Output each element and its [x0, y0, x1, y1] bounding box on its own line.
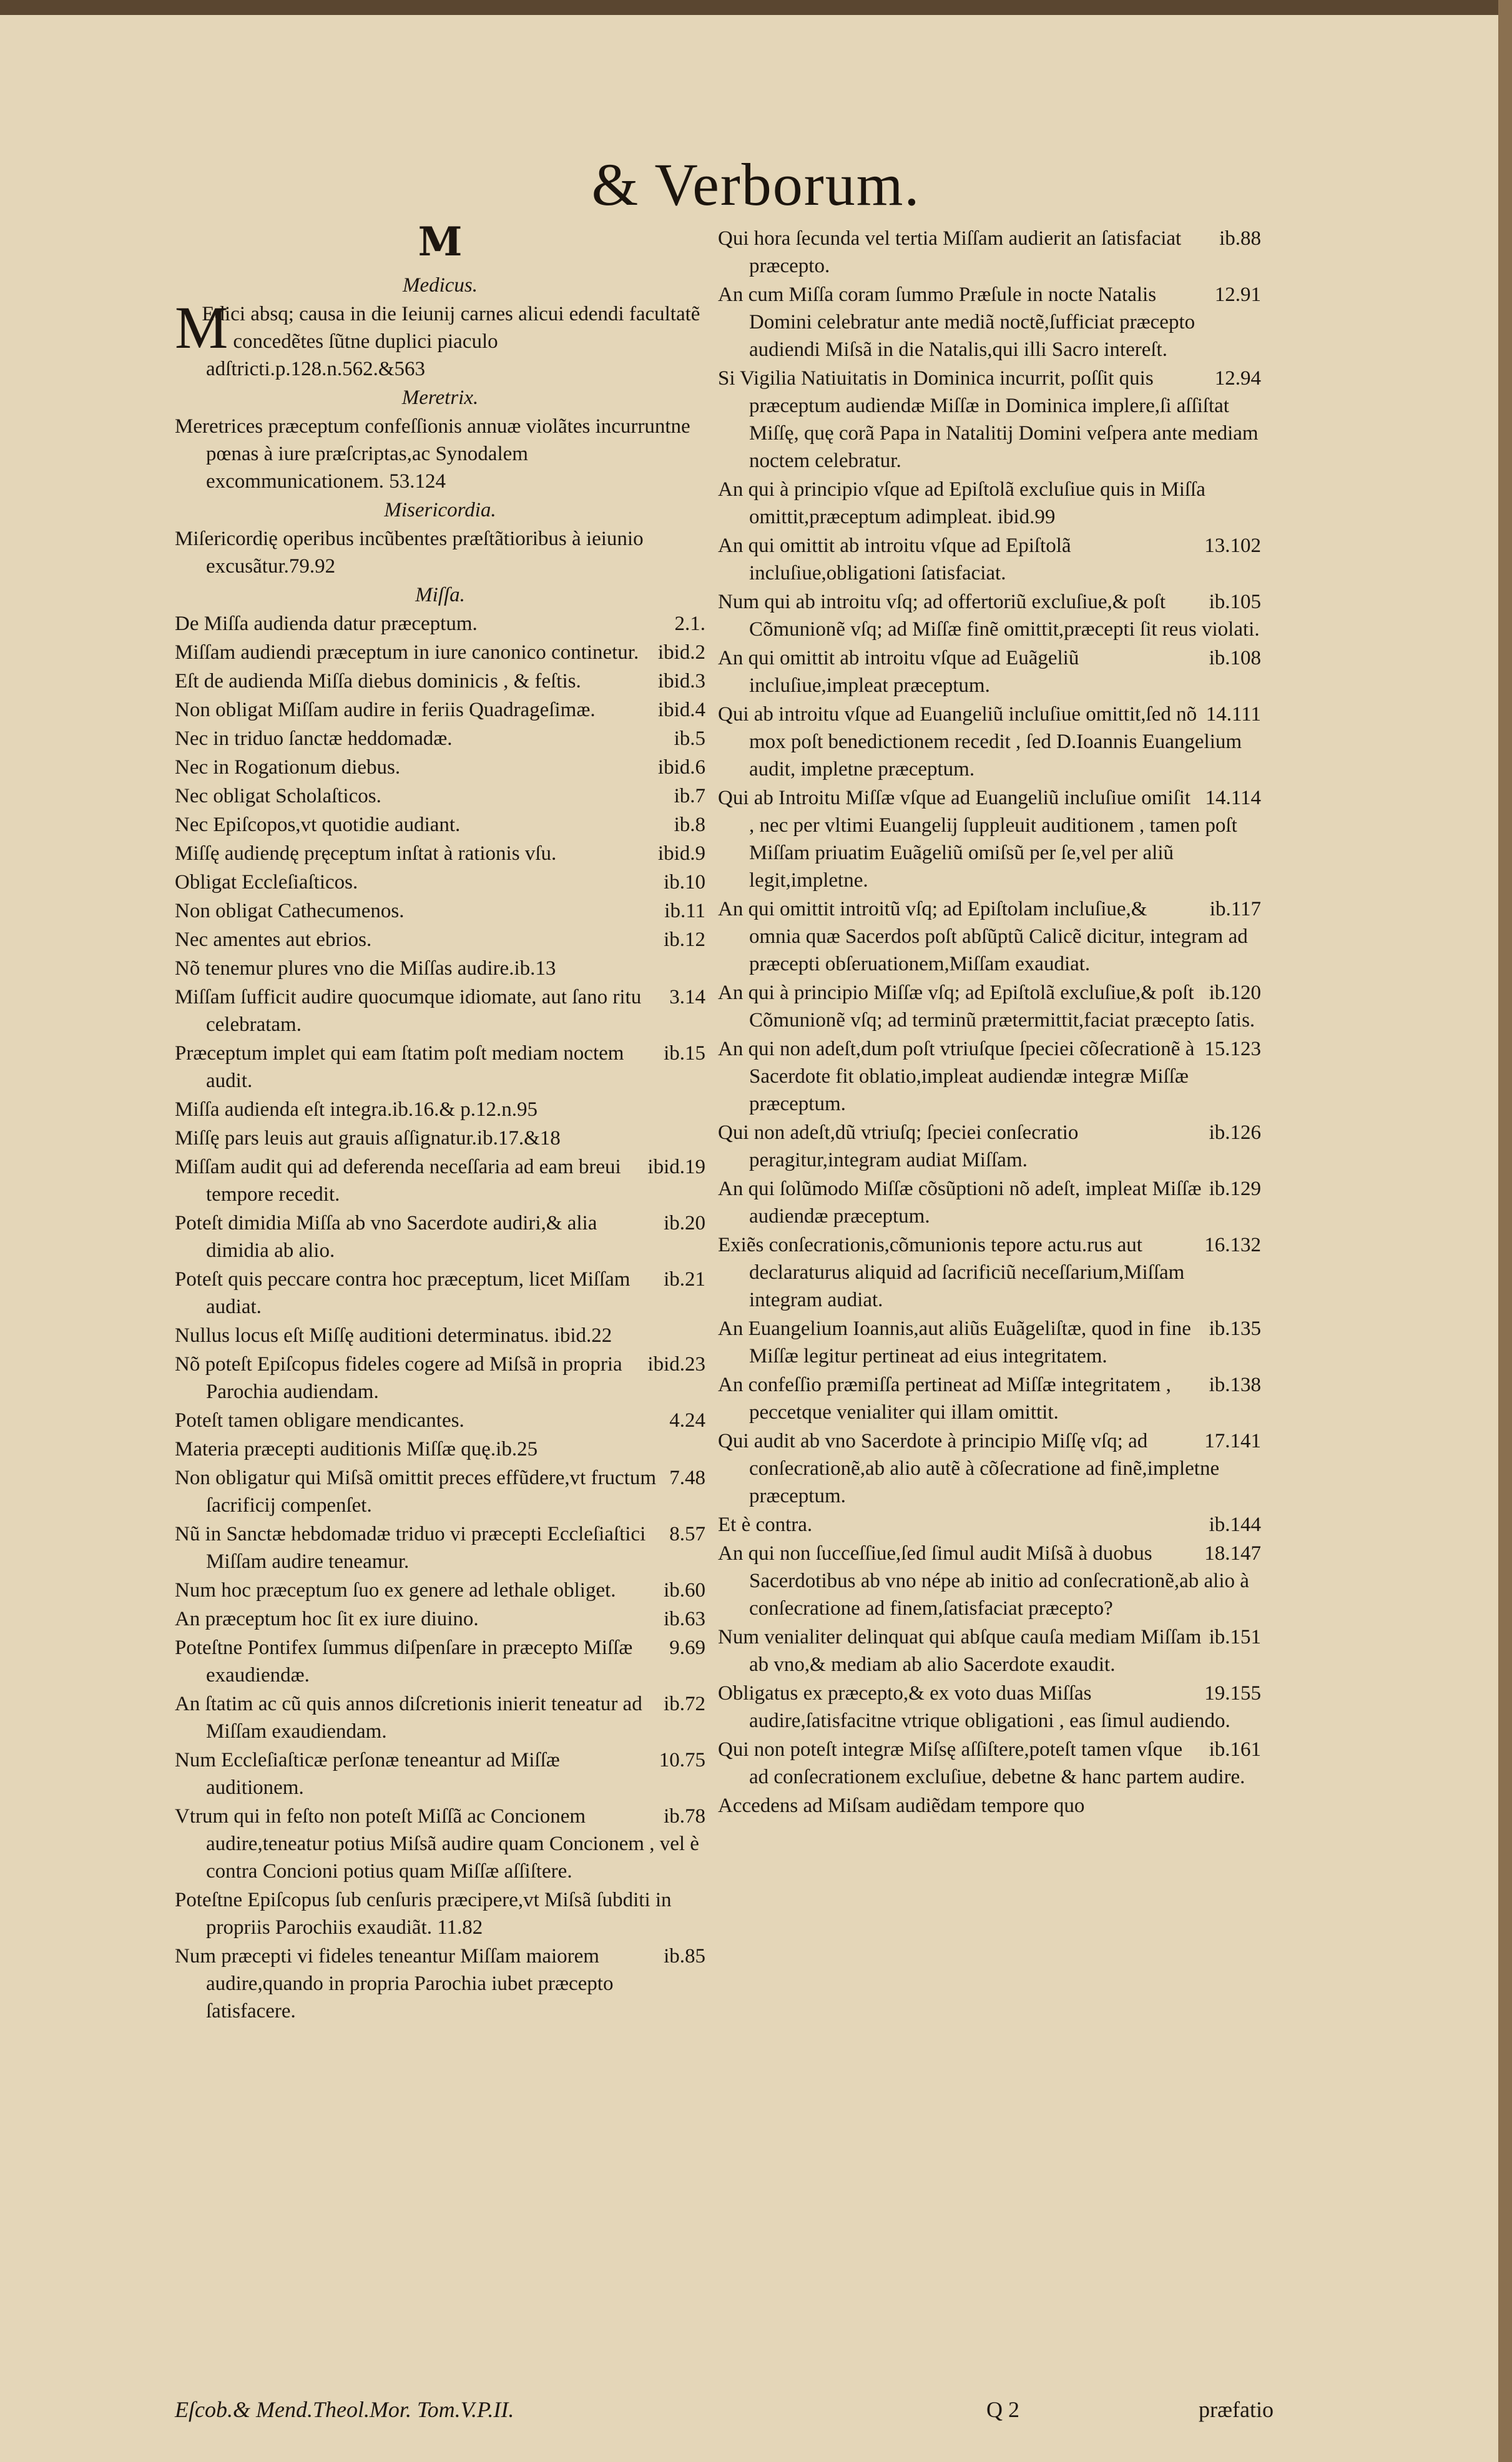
entry-reference: 9.69: [669, 1637, 705, 1659]
entry-text: Nullus locus eſt Miſſę auditioni determinatus. ibid.22: [175, 1324, 612, 1347]
entry-reference: ib.63: [664, 1608, 705, 1630]
entry-reference: 17.141: [1204, 1430, 1261, 1452]
entry-text: Poteſt quis peccare contra hoc præceptum, licet Miſſam audiat.: [175, 1268, 631, 1318]
index-entry: [175, 840, 705, 867]
index-entry: [718, 644, 1261, 699]
entry-text: Et è contra.: [718, 1514, 813, 1536]
entry-reference: ibid.3: [657, 670, 705, 692]
entry-reference: ib.129: [1209, 1178, 1261, 1200]
index-entry: [718, 476, 1261, 531]
drop-capital: M: [175, 294, 228, 361]
entry-text: Eſt de audienda Miſſa diebus dominicis , & feſtis.: [175, 670, 581, 692]
entry-text: Poteſt dimidia Miſſa ab vno Sacerdote audiri,& alia dimidia ab alio.: [175, 1212, 597, 1262]
entry-text: Miſſa audienda eſt integra.ib.16.& p.12.n.95: [175, 1098, 538, 1121]
index-entry: [175, 897, 705, 925]
entry-reference: ib.105: [1209, 591, 1261, 613]
index-entry: [175, 1040, 705, 1095]
index-entry: [718, 281, 1261, 363]
entry-reference: ib.21: [664, 1268, 705, 1291]
entry-reference: ib.88: [1219, 227, 1261, 250]
entry-reference: 10.75: [659, 1749, 705, 1771]
running-header: & Verborum.: [591, 151, 921, 218]
entry-text: An qui omittit ab introitu vſque ad Euãgeliũ incluſiue,impleat præceptum.: [718, 647, 1079, 697]
entry-text: Nec in Rogationum diebus.: [175, 756, 401, 779]
entry-reference: ib.151: [1209, 1626, 1261, 1648]
entry-text: An præceptum hoc ſit ex iure diuino.: [175, 1608, 479, 1630]
entry-reference: ibid.2: [657, 641, 705, 664]
index-entry: [175, 869, 705, 896]
catchword: præfatio: [1199, 2397, 1274, 2422]
entry-text: Qui non poteſt integræ Miſsę aſſiſtere,poteſt tamen vſque ad conſecrationem excluſiue, debetne & hanc partem audire.: [718, 1738, 1245, 1788]
entry-text: Non obligat Cathecumenos.: [175, 900, 405, 922]
index-entry: [718, 1511, 1261, 1539]
entry-text: An qui non ſucceſſiue,ſed ſimul audit Miſsã à duobus Sacerdotibus ab vno népe ab initio ad conſecrationẽ,ab alio à conſecratione ad finem,ſatisfaciat præcepto?: [718, 1542, 1249, 1620]
index-entry: [718, 701, 1261, 783]
entry-text: Miſericordię operibus incũbentes præſtãtioribus à ieiunio excusãtur.79.92: [175, 528, 644, 578]
entry-text: An qui non adeſt,dum poſt vtriuſque ſpeciei cõſecrationẽ à Sacerdote fit oblatio,impleat audiendæ integræ Miſſæ præceptum.: [718, 1038, 1195, 1115]
entry-reference: ib.126: [1209, 1121, 1261, 1144]
entry-reference: ibid.9: [657, 842, 705, 865]
entry-text: Qui ab Introitu Miſſæ vſque ad Euangeliũ incluſiue omiſit , nec per vltimi Euangelij ſuppleuit auditionem , tamen poſt Miſſam priuatim Euãgeliũ omiſsũ per ſe,vel per aliũ legit,impletne.: [718, 787, 1237, 892]
index-entry: [718, 1680, 1261, 1735]
entry-text: Accedens ad Miſsam audiẽdam tempore quo: [718, 1795, 1085, 1817]
entry-reference: ibid.6: [657, 756, 705, 779]
entry-text: An Euangelium Ioannis,aut aliũs Euãgeliſtæ, quod in fine Miſſæ legitur pertineat ad eius integritatem.: [718, 1317, 1191, 1367]
index-entry: [175, 1125, 705, 1152]
entry-reference: ib.138: [1209, 1374, 1261, 1396]
entry-reference: ib.108: [1209, 647, 1261, 669]
entry-reference: ib.72: [664, 1693, 705, 1715]
entry-reference: 16.132: [1204, 1234, 1261, 1256]
index-entry: [175, 926, 705, 953]
entry-reference: ibid.4: [657, 699, 705, 721]
entry-text: Nec amentes aut ebrios.: [175, 928, 372, 951]
entry-reference: ib.60: [664, 1579, 705, 1602]
index-entry: [175, 1886, 705, 1941]
entry-reference: ib.12: [664, 928, 705, 951]
entry-reference: ib.120: [1209, 982, 1261, 1004]
entry-text: Qui non adeſt,dũ vtriuſq; ſpeciei conſecratio peragitur,integram audiat Miſſam.: [718, 1121, 1079, 1171]
entry-text: Exiẽs conſecrationis,cõmunionis tepore actu.rus aut declaraturus aliquid ad ſacrificiũ neceſſarium,Miſſam integram audiat.: [718, 1234, 1185, 1311]
right-column: [718, 225, 1261, 1821]
entry-text: Nec Epiſcopos,vt quotidie audiant.: [175, 814, 461, 836]
index-entry: [175, 1634, 705, 1689]
index-entry: [175, 725, 705, 752]
entry-text: Vtrum qui in feſto non poteſt Miſſã ac Concionem audire,teneatur potius Miſsã audire quam Concionem , vel è contra Concioni potius quam Miſſæ aſſiſtere.: [175, 1805, 699, 1883]
index-entry: [718, 225, 1261, 280]
index-entry: [718, 1175, 1261, 1230]
index-entry: [718, 1119, 1261, 1174]
index-entry: [175, 754, 705, 781]
index-entry: [175, 413, 705, 495]
entry-text: An confeſſio præmiſſa pertineat ad Miſſæ integritatem , peccetque venialiter qui illam omittit.: [718, 1374, 1171, 1424]
entry-reference: ib.144: [1209, 1514, 1261, 1536]
entry-reference: ib.85: [664, 1945, 705, 1967]
index-entry: [175, 1746, 705, 1801]
entry-text: Nec in triduo ſanctæ heddomadæ.: [175, 727, 453, 750]
entry-reference: 7.48: [669, 1467, 705, 1489]
entry-reference: ib.5: [674, 727, 705, 750]
entry-text: An qui omittit ab introitu vſque ad Epiſtolã incluſiue,obligationi ſatisfaciat.: [718, 534, 1071, 584]
index-entry: [175, 696, 705, 724]
index-entry: [175, 610, 705, 638]
index-entry: [718, 532, 1261, 587]
entry-reference: ib.15: [664, 1042, 705, 1065]
index-entry: [718, 1540, 1261, 1622]
entry-text: Poteſtne Epiſcopus ſub cenſuris præcipere,vt Miſsã ſubditi in propriis Parochiis exaudiãt. 11.82: [175, 1889, 672, 1939]
entry-text: An qui à principio Miſſæ vſq; ad Epiſtolã excluſiue,& poſt Cõmunionẽ vſq; ad terminũ prætermittit,faciat præcepto ſatis.: [718, 982, 1255, 1032]
index-entry: [718, 1792, 1261, 1819]
entry-text: An qui à principio vſque ad Epiſtolã excluſiue quis in Miſſa omittit,præceptum adimpleat. ibid.99: [718, 478, 1205, 528]
entry-text: Materia præcepti auditionis Miſſæ quę.ib.25: [175, 1438, 538, 1460]
index-entry: [175, 811, 705, 839]
entry-text: Miſſę pars leuis aut grauis aſſignatur.ib.17.&18: [175, 1127, 561, 1150]
entry-text: Poteſt tamen obligare mendicantes.: [175, 1409, 464, 1432]
entry-text: Præceptum implet qui eam ſtatim poſt mediam noctem audit.: [175, 1042, 624, 1092]
entry-text: Edici absq; causa in die Ieiunij carnes alicui edendi facultatẽ concedẽtes ſũtne duplici piaculo adſtricti.p.128.n.562.&563: [202, 303, 700, 380]
entry-reference: 14.114: [1205, 787, 1261, 809]
index-entry: [175, 1153, 705, 1208]
entry-reference: 8.57: [669, 1523, 705, 1545]
entry-reference: ib.161: [1209, 1738, 1261, 1761]
index-entry: [175, 1577, 705, 1604]
entry-reference: 2.1.: [674, 613, 705, 635]
index-entry: [175, 955, 705, 982]
index-entry: [175, 1943, 705, 2025]
entry-text: Qui ab introitu vſque ad Euangeliũ incluſiue omittit,ſed nõ mox poſt benedictionem recedit , ſed D.Ioannis Euangelium audit, impletne præceptum.: [718, 703, 1242, 780]
index-entry: [718, 1427, 1261, 1510]
entry-reference: 12.91: [1214, 283, 1261, 306]
entry-text: Poteſtne Pontifex ſummus diſpenſare in præcepto Miſſæ exaudiendæ.: [175, 1637, 633, 1686]
index-entry: [718, 1231, 1261, 1314]
index-heading: Misericordia.: [384, 499, 496, 521]
index-entry: [175, 1351, 705, 1406]
entry-text: An qui omittit introitũ vſq; ad Epiſtolam incluſiue,& omnia quæ Sacerdos poſt abſũptũ Calicẽ dicitur, integram ad præcepti obſeruationem,Miſſam exaudiat.: [718, 898, 1248, 975]
entry-reference: ibid.19: [647, 1156, 705, 1178]
entry-text: Nũ in Sanctæ hebdomadæ triduo vi præcepti Eccleſiaſtici Miſſam audire teneamur.: [175, 1523, 646, 1573]
entry-reference: ib.10: [664, 871, 705, 894]
entry-text: Qui audit ab vno Sacerdote à principio Miſſę vſq; ad conſecrationẽ,ab alio autẽ à cõſecratione ad finẽ,impletne præceptum.: [718, 1430, 1220, 1507]
entry-text: An ſtatim ac cũ quis annos diſcretionis inierit teneatur ad Miſſam exaudiendam.: [175, 1693, 642, 1743]
entry-text: Num hoc præceptum ſuo ex genere ad lethale obliget.: [175, 1579, 616, 1602]
index-heading: Miſſa.: [415, 584, 465, 606]
index-entry: [718, 365, 1261, 475]
index-entry: [175, 1266, 705, 1321]
entry-text: Num venialiter delinquat qui abſque cauſa mediam Miſſam ab vno,& mediam ab alio Sacerdote exaudit.: [718, 1626, 1202, 1676]
index-entry: [175, 983, 705, 1038]
index-entry: [718, 784, 1261, 894]
entry-reference: 14.111: [1205, 703, 1261, 726]
entry-reference: ib.20: [664, 1212, 705, 1234]
index-entry: [175, 1803, 705, 1885]
entry-text: Miſſam ſufficit audire quocumque idiomate, aut ſano ritu celebratam.: [175, 986, 642, 1036]
footer-signature: Eſcob.& Mend.Theol.Mor. Tom.V.P.II.: [175, 2397, 514, 2422]
entry-reference: 18.147: [1204, 1542, 1261, 1565]
index-entry: [175, 639, 705, 666]
entry-reference: 13.102: [1204, 534, 1261, 557]
entry-reference: ib.135: [1209, 1317, 1261, 1340]
entry-reference: 15.123: [1204, 1038, 1261, 1060]
entry-reference: ibid.23: [647, 1353, 705, 1376]
entry-text: Num qui ab introitu vſq; ad offertoriũ excluſiue,& poſt Cõmunionẽ vſq; ad Miſſæ finẽ omittit,præcepti ſit reus violati.: [718, 591, 1260, 641]
index-entry: [175, 1096, 705, 1123]
index-entry: [718, 895, 1261, 978]
index-entry: [175, 1520, 705, 1575]
index-entry: [175, 294, 705, 383]
index-entry: [175, 667, 705, 695]
entry-text: Si Vigilia Natiuitatis in Dominica incurrit, poſſit quis præceptum audiendæ Miſſæ in Dominica implere,ſi aſſiſtat Miſſę, quę corã Papa in Natalitij Domini veſpera ante mediam noctem celebratur.: [718, 367, 1259, 472]
entry-reference: ib.11: [664, 900, 705, 922]
entry-text: Num Eccleſiaſticæ perſonæ teneantur ad Miſſæ auditionem.: [175, 1749, 560, 1799]
entry-text: Non obligat Miſſam audire in feriis Quadrageſimæ.: [175, 699, 596, 721]
entry-text: Miſſę audiendę pręceptum inſtat à rationis vſu.: [175, 842, 557, 865]
entry-text: Meretrices præceptum confeſſionis annuæ violãtes incurruntne pœnas à iure præſcriptas,ac Synodalem excommunicationem. 53.124: [175, 415, 690, 493]
entry-text: Nõ tenemur plures vno die Miſſas audire.ib.13: [175, 957, 556, 980]
entry-text: Nec obligat Scholaſticos.: [175, 785, 381, 807]
entry-reference: 4.24: [669, 1409, 705, 1432]
quire-mark: Q 2: [986, 2397, 1019, 2422]
entry-text: Non obligatur qui Miſsã omittit preces effũdere,vt fructum ſacrificij compenſet.: [175, 1467, 657, 1517]
index-entry: [175, 1605, 705, 1633]
index-entry: [175, 1464, 705, 1519]
page-right-edge: [1498, 0, 1512, 2462]
left-column: [175, 219, 705, 2026]
index-heading: Meretrix.: [401, 387, 479, 409]
index-entry: [718, 588, 1261, 643]
entry-reference: ib.8: [674, 814, 705, 836]
index-entry: [718, 1371, 1261, 1426]
index-entry: [718, 979, 1261, 1034]
index-entry: [175, 1435, 705, 1463]
entry-reference: 19.155: [1204, 1682, 1261, 1705]
entry-reference: ib.78: [664, 1805, 705, 1828]
index-heading: Medicus.: [402, 274, 478, 297]
entry-reference: ib.117: [1209, 898, 1261, 920]
entry-reference: 12.94: [1214, 367, 1261, 390]
index-entry: [175, 1209, 705, 1264]
index-entry: [175, 1322, 705, 1349]
index-entry: [718, 1736, 1261, 1791]
entry-text: De Miſſa audienda datur præceptum.: [175, 613, 478, 635]
section-letter: M: [418, 219, 463, 265]
entry-text: An qui ſolũmodo Miſſæ cõsũptioni nõ adeſt, impleat Miſſæ audiendæ præceptum.: [718, 1178, 1202, 1228]
index-entry: [718, 1035, 1261, 1118]
entry-text: An cum Miſſa coram ſummo Præſule in nocte Natalis Domini celebratur ante mediã noctẽ,ſufficiat præcepto audiendi Miſsã in die Natalis,qui illi Sacro intereſt.: [718, 283, 1195, 361]
index-entry: [175, 782, 705, 810]
entry-text: Qui hora ſecunda vel tertia Miſſam audierit an ſatisfaciat præcepto.: [718, 227, 1182, 277]
entry-text: Obligatus ex præcepto,& ex voto duas Miſſas audire,ſatisfacitne vtrique obligationi , eas ſimul audiendo.: [718, 1682, 1230, 1732]
entry-text: Miſſam audit qui ad deferenda neceſſaria ad eam breui tempore recedit.: [175, 1156, 621, 1206]
entry-reference: 3.14: [669, 986, 705, 1008]
index-entry: [175, 1690, 705, 1745]
index-entry: [175, 1407, 705, 1434]
entry-text: Num præcepti vi fideles teneantur Miſſam maiorem audire,quando in propria Parochia iubet præcepto ſatisfacere.: [175, 1945, 614, 2022]
index-entry: [175, 525, 705, 580]
entry-text: Nõ poteſt Epiſcopus fideles cogere ad Miſsã in propria Parochia audiendam.: [175, 1353, 622, 1403]
entry-text: Miſſam audiendi præceptum in iure canonico continetur.: [175, 641, 639, 664]
index-entry: [718, 1623, 1261, 1678]
page-top-edge: [0, 0, 1512, 15]
index-entry: [718, 1315, 1261, 1370]
entry-text: Obligat Eccleſiaſticos.: [175, 871, 358, 894]
entry-reference: ib.7: [674, 785, 705, 807]
